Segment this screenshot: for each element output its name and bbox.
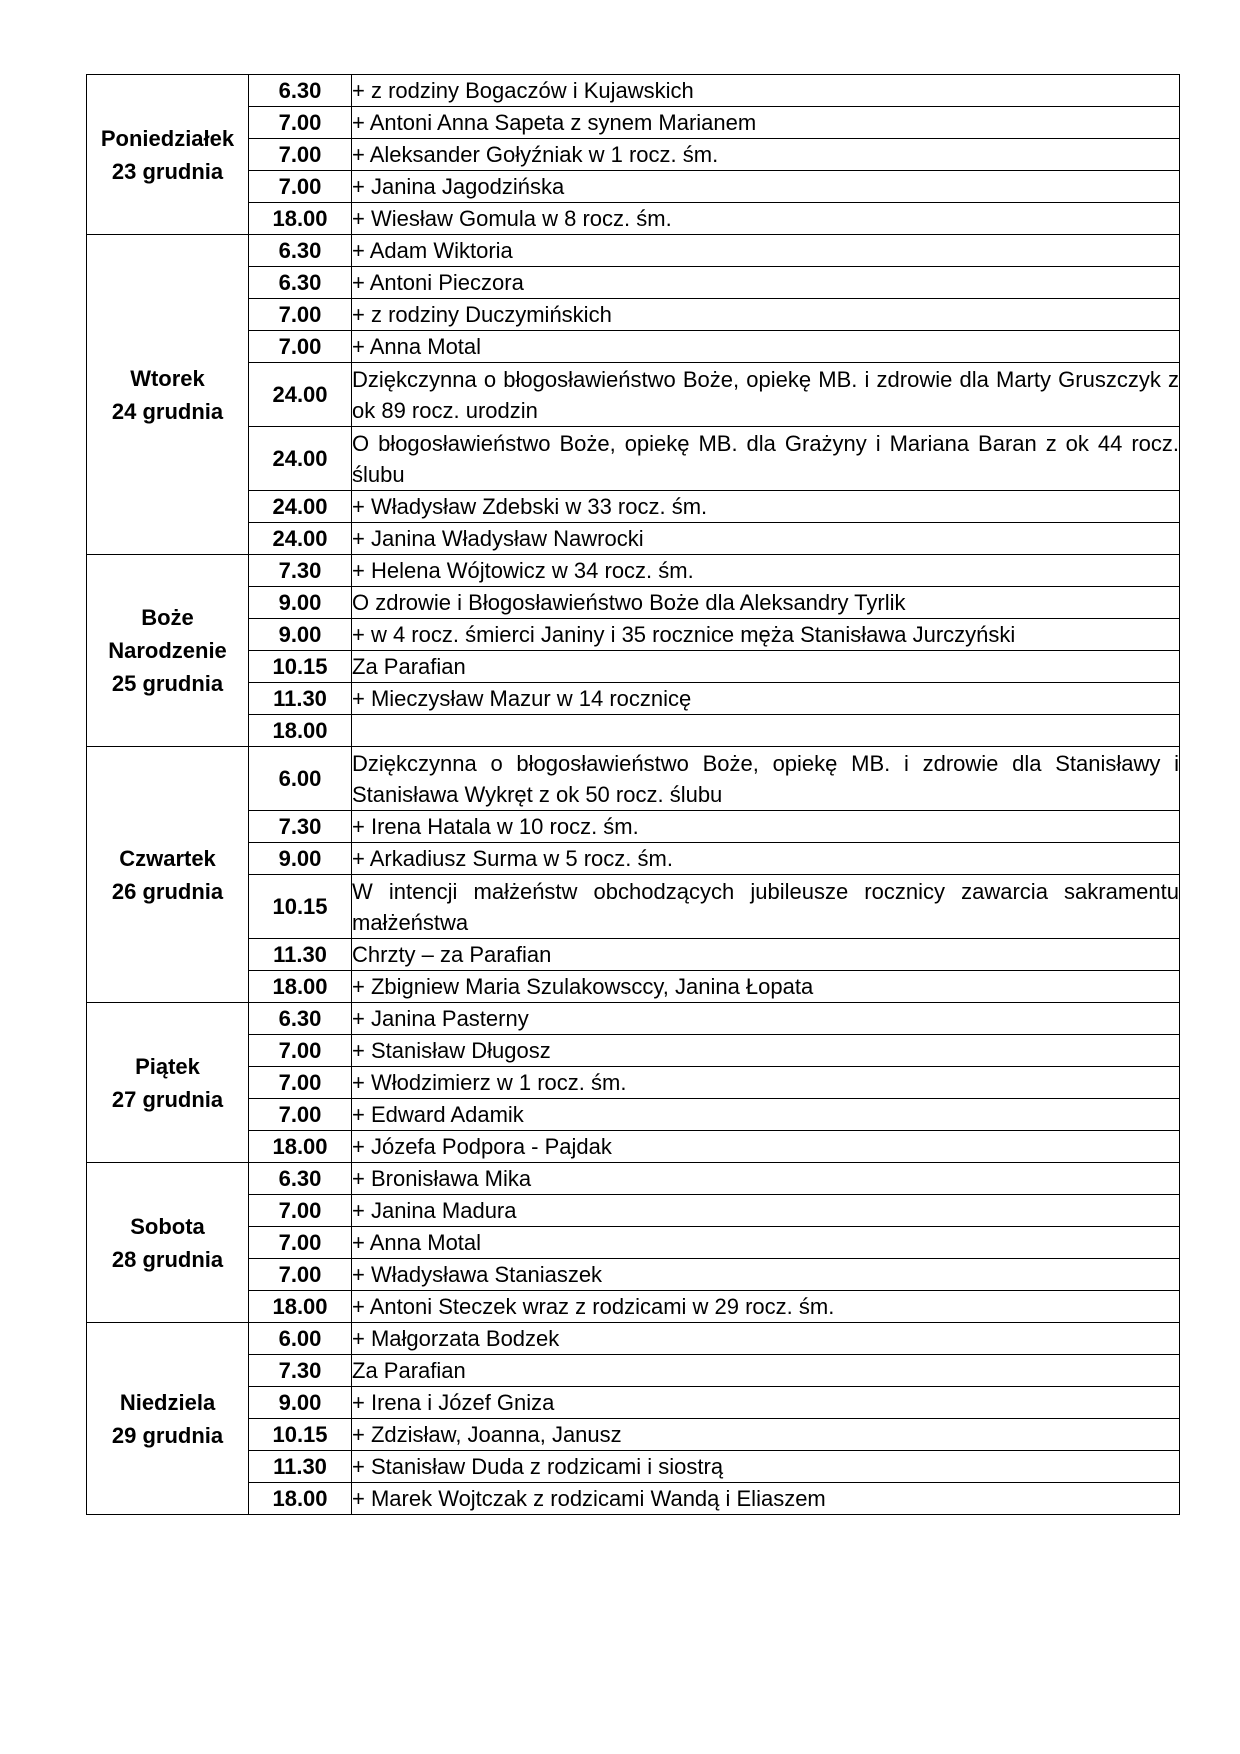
day-cell bbox=[87, 235, 249, 555]
mass-time: 7.00 bbox=[249, 139, 352, 171]
day-date: 25 grudnia bbox=[111, 671, 224, 696]
mass-time: 18.00 bbox=[249, 1483, 352, 1515]
day-date: 23 grudnia bbox=[111, 158, 224, 184]
mass-row bbox=[87, 107, 1180, 139]
mass-time: 7.00 bbox=[249, 1035, 352, 1067]
day-cell bbox=[87, 747, 249, 1003]
mass-time: 7.00 bbox=[249, 1259, 352, 1291]
mass-intention: + Irena Hatala w 10 rocz. śm. bbox=[352, 811, 1180, 843]
mass-time: 10.15 bbox=[249, 1419, 352, 1451]
mass-row bbox=[87, 427, 1180, 491]
mass-time: 7.00 bbox=[249, 1227, 352, 1259]
mass-intention: + Janina Władysław Nawrocki bbox=[352, 523, 1180, 555]
mass-intention: + Arkadiusz Surma w 5 rocz. śm. bbox=[352, 843, 1180, 875]
mass-intention: Za Parafian bbox=[352, 1355, 1180, 1387]
mass-time: 11.30 bbox=[249, 683, 352, 715]
mass-time: 7.00 bbox=[249, 107, 352, 139]
mass-intention: + Janina Madura bbox=[352, 1195, 1180, 1227]
mass-intention: + Janina Pasterny bbox=[352, 1003, 1180, 1035]
mass-time: 9.00 bbox=[249, 1387, 352, 1419]
mass-intention: + z rodziny Duczymińskich bbox=[352, 299, 1180, 331]
mass-intention: W intencji małżeństw obchodzących jubileusze rocznicy zawarcia sakramentu małżeństwa bbox=[352, 875, 1180, 939]
mass-intention: + Aleksander Gołyźniak w 1 rocz. śm. bbox=[352, 139, 1180, 171]
mass-intention: + Zbigniew Maria Szulakowsccy, Janina Łopata bbox=[352, 971, 1180, 1003]
mass-intention: + Antoni Anna Sapeta z synem Marianem bbox=[352, 107, 1180, 139]
mass-intention: + Małgorzata Bodzek bbox=[352, 1323, 1180, 1355]
mass-row bbox=[87, 939, 1180, 971]
day-date: 28 grudnia bbox=[111, 1246, 224, 1272]
day-date: 24 grudnia bbox=[111, 398, 224, 424]
mass-intention: Dziękczynna o błogosławieństwo Boże, opiekę MB. i zdrowie dla Marty Gruszczyk z ok 89 rocz. urodzin bbox=[352, 363, 1180, 427]
mass-row bbox=[87, 171, 1180, 203]
mass-time: 6.30 bbox=[249, 267, 352, 299]
day-name: Czwartek bbox=[119, 845, 216, 871]
mass-time: 6.30 bbox=[249, 235, 352, 267]
mass-row bbox=[87, 267, 1180, 299]
mass-time: 10.15 bbox=[249, 651, 352, 683]
mass-time: 9.00 bbox=[249, 619, 352, 651]
day-date: 26 grudnia bbox=[111, 878, 224, 904]
mass-time: 6.30 bbox=[249, 1003, 352, 1035]
mass-row bbox=[87, 203, 1180, 235]
mass-time: 7.00 bbox=[249, 1195, 352, 1227]
mass-time: 7.30 bbox=[249, 1355, 352, 1387]
mass-row bbox=[87, 75, 1180, 107]
mass-row bbox=[87, 1003, 1180, 1035]
mass-intention: O błogosławieństwo Boże, opiekę MB. dla Grażyny i Mariana Baran z ok 44 rocz. ślubu bbox=[352, 427, 1180, 491]
mass-time: 11.30 bbox=[249, 1451, 352, 1483]
mass-time: 18.00 bbox=[249, 971, 352, 1003]
day-cell bbox=[87, 75, 249, 235]
mass-row bbox=[87, 843, 1180, 875]
day-name: Wtorek bbox=[130, 365, 205, 391]
mass-schedule-table bbox=[86, 74, 1180, 1515]
mass-schedule-body bbox=[87, 75, 1180, 1515]
mass-time: 24.00 bbox=[249, 491, 352, 523]
mass-row bbox=[87, 1195, 1180, 1227]
mass-time: 9.00 bbox=[249, 843, 352, 875]
mass-row bbox=[87, 1035, 1180, 1067]
mass-intention: + Antoni Steczek wraz z rodzicami w 29 rocz. śm. bbox=[352, 1291, 1180, 1323]
mass-intention: + Janina Jagodzińska bbox=[352, 171, 1180, 203]
mass-time: 24.00 bbox=[249, 427, 352, 491]
mass-row bbox=[87, 1291, 1180, 1323]
mass-intention: + Stanisław Długosz bbox=[352, 1035, 1180, 1067]
mass-row bbox=[87, 1483, 1180, 1515]
mass-row bbox=[87, 1259, 1180, 1291]
mass-time: 6.00 bbox=[249, 747, 352, 811]
mass-intention: + Władysław Zdebski w 33 rocz. śm. bbox=[352, 491, 1180, 523]
mass-row bbox=[87, 235, 1180, 267]
mass-time: 7.00 bbox=[249, 1067, 352, 1099]
mass-intention: Dziękczynna o błogosławieństwo Boże, opiekę MB. i zdrowie dla Stanisławy i Stanisława Wykręt z ok 50 rocz. ślubu bbox=[352, 747, 1180, 811]
mass-row bbox=[87, 587, 1180, 619]
mass-row bbox=[87, 971, 1180, 1003]
mass-row bbox=[87, 1355, 1180, 1387]
day-cell bbox=[87, 555, 249, 747]
mass-row bbox=[87, 715, 1180, 747]
mass-intention: + Helena Wójtowicz w 34 rocz. śm. bbox=[352, 555, 1180, 587]
mass-intention: + Bronisława Mika bbox=[352, 1163, 1180, 1195]
mass-intention: + Anna Motal bbox=[352, 331, 1180, 363]
day-name: Niedziela bbox=[119, 1389, 216, 1415]
mass-row bbox=[87, 747, 1180, 811]
mass-row bbox=[87, 139, 1180, 171]
day-cell bbox=[87, 1003, 249, 1163]
mass-row bbox=[87, 1163, 1180, 1195]
mass-time: 24.00 bbox=[249, 523, 352, 555]
day-name: Boże Narodzenie bbox=[108, 605, 227, 663]
mass-time: 6.30 bbox=[249, 1163, 352, 1195]
mass-intention: + Władysława Staniaszek bbox=[352, 1259, 1180, 1291]
mass-row bbox=[87, 1387, 1180, 1419]
mass-intention: + z rodziny Bogaczów i Kujawskich bbox=[352, 75, 1180, 107]
mass-row bbox=[87, 1131, 1180, 1163]
mass-time: 7.00 bbox=[249, 1099, 352, 1131]
mass-intention: + Edward Adamik bbox=[352, 1099, 1180, 1131]
mass-time: 18.00 bbox=[249, 1131, 352, 1163]
mass-intention: + Włodzimierz w 1 rocz. śm. bbox=[352, 1067, 1180, 1099]
day-cell bbox=[87, 1323, 249, 1515]
mass-row bbox=[87, 875, 1180, 939]
mass-time: 6.30 bbox=[249, 75, 352, 107]
mass-time: 18.00 bbox=[249, 1291, 352, 1323]
mass-row bbox=[87, 1067, 1180, 1099]
mass-intention: + Wiesław Gomula w 8 rocz. śm. bbox=[352, 203, 1180, 235]
mass-time: 6.00 bbox=[249, 1323, 352, 1355]
mass-time: 11.30 bbox=[249, 939, 352, 971]
day-name: Sobota bbox=[130, 1213, 205, 1239]
mass-intention: + Antoni Pieczora bbox=[352, 267, 1180, 299]
mass-time: 18.00 bbox=[249, 715, 352, 747]
mass-time: 18.00 bbox=[249, 203, 352, 235]
mass-intention: Chrzty – za Parafian bbox=[352, 939, 1180, 971]
mass-row bbox=[87, 811, 1180, 843]
mass-intention: O zdrowie i Błogosławieństwo Boże dla Aleksandry Tyrlik bbox=[352, 587, 1180, 619]
mass-intention: + Stanisław Duda z rodzicami i siostrą bbox=[352, 1451, 1180, 1483]
day-cell bbox=[87, 1163, 249, 1323]
mass-row bbox=[87, 619, 1180, 651]
mass-intention: + w 4 rocz. śmierci Janiny i 35 rocznice męża Stanisława Jurczyński bbox=[352, 619, 1180, 651]
mass-intention bbox=[352, 715, 1180, 747]
mass-row bbox=[87, 1419, 1180, 1451]
mass-row bbox=[87, 555, 1180, 587]
mass-time: 24.00 bbox=[249, 363, 352, 427]
mass-row bbox=[87, 1323, 1180, 1355]
day-name: Piątek bbox=[135, 1053, 200, 1079]
mass-time: 7.00 bbox=[249, 331, 352, 363]
mass-row bbox=[87, 299, 1180, 331]
day-date: 27 grudnia bbox=[111, 1086, 224, 1112]
mass-row bbox=[87, 1227, 1180, 1259]
mass-row bbox=[87, 651, 1180, 683]
mass-time: 7.00 bbox=[249, 299, 352, 331]
mass-intention: + Adam Wiktoria bbox=[352, 235, 1180, 267]
mass-time: 7.30 bbox=[249, 811, 352, 843]
mass-intention: + Anna Motal bbox=[352, 1227, 1180, 1259]
mass-intention: + Zdzisław, Joanna, Janusz bbox=[352, 1419, 1180, 1451]
mass-time: 10.15 bbox=[249, 875, 352, 939]
mass-row bbox=[87, 491, 1180, 523]
mass-time: 7.00 bbox=[249, 171, 352, 203]
mass-intention: Za Parafian bbox=[352, 651, 1180, 683]
mass-row bbox=[87, 1451, 1180, 1483]
mass-intention: + Józefa Podpora - Pajdak bbox=[352, 1131, 1180, 1163]
mass-intention: + Marek Wojtczak z rodzicami Wandą i Eliaszem bbox=[352, 1483, 1180, 1515]
day-name: Poniedziałek bbox=[100, 125, 235, 151]
mass-row bbox=[87, 683, 1180, 715]
mass-row bbox=[87, 363, 1180, 427]
mass-time: 9.00 bbox=[249, 587, 352, 619]
mass-row bbox=[87, 331, 1180, 363]
mass-row bbox=[87, 523, 1180, 555]
mass-time: 7.30 bbox=[249, 555, 352, 587]
mass-intention: + Mieczysław Mazur w 14 rocznicę bbox=[352, 683, 1180, 715]
mass-intention: + Irena i Józef Gniza bbox=[352, 1387, 1180, 1419]
day-date: 29 grudnia bbox=[111, 1422, 224, 1448]
mass-row bbox=[87, 1099, 1180, 1131]
